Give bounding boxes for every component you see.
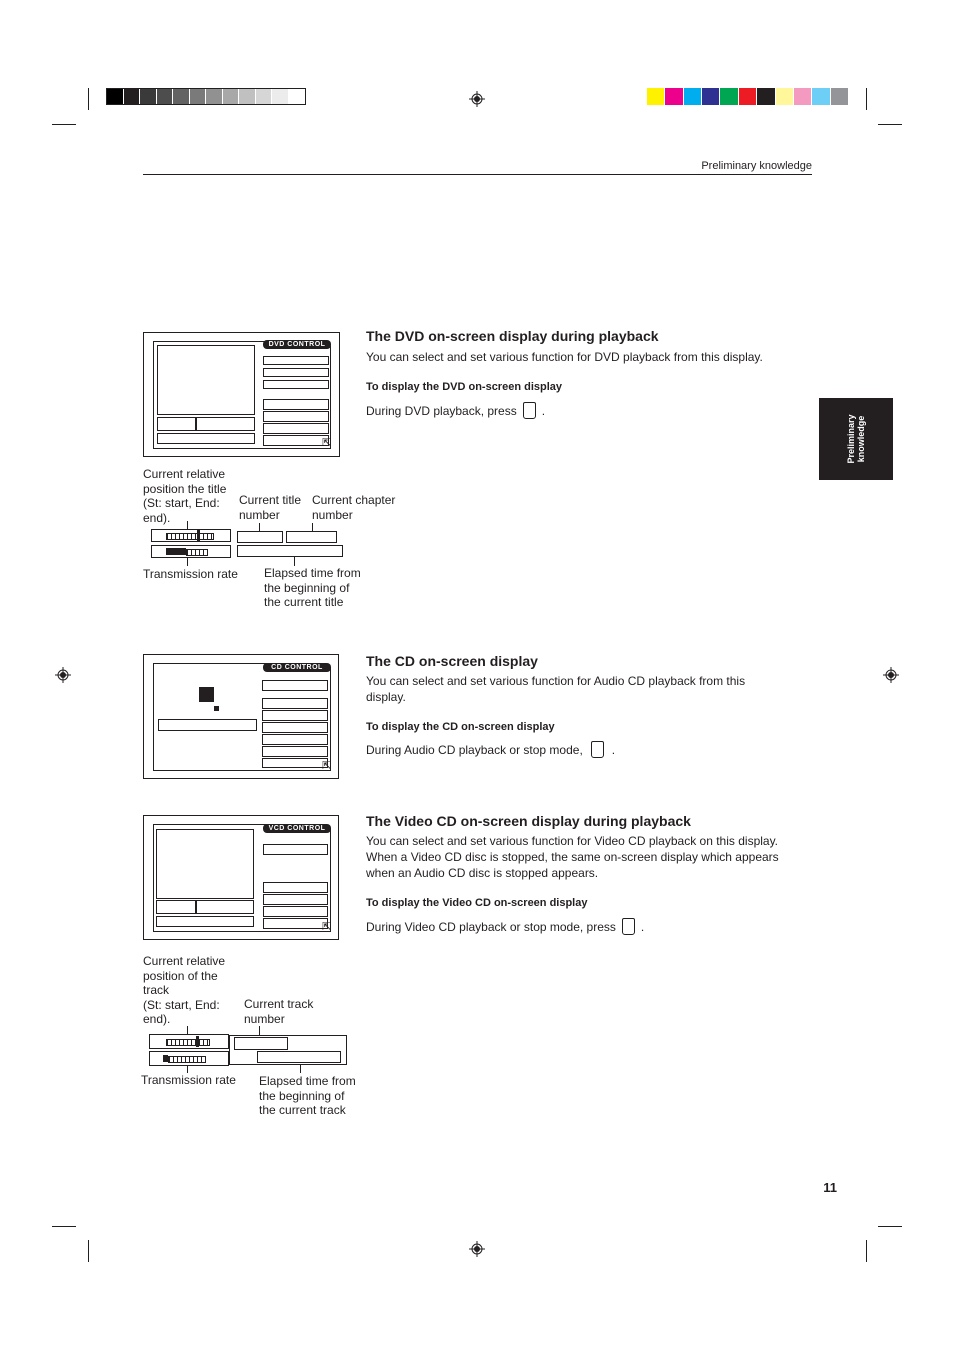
callout-line: (St: start, End:: [143, 997, 220, 1012]
desc-line: When a Video CD disc is stopped, the same on-screen display which appears: [366, 850, 779, 864]
dvd-callout-position: [143, 467, 226, 525]
crop-mark: [878, 1226, 902, 1227]
position-scale: [166, 533, 214, 540]
desc-line: You can select and set various function for Video CD playback on this display.: [366, 834, 779, 848]
callout-line: end).: [143, 510, 171, 525]
dvd-callout-rate: Transmission rate: [143, 567, 238, 581]
crop-mark: [878, 124, 902, 125]
position-scale: [166, 1039, 210, 1046]
dvd-status-field: [157, 433, 255, 444]
dvd-picture-area: [157, 345, 255, 415]
callout-line: Elapsed time from: [259, 1074, 356, 1088]
dvd-select-field: [263, 380, 329, 389]
color-calibration-bar: [647, 88, 849, 105]
cd-menu-field: [262, 698, 328, 709]
dvd-callout-title-number: [239, 493, 301, 522]
vcd-position-bar: [149, 1034, 229, 1049]
dvd-control-badge: DVD CONTROL: [263, 340, 331, 349]
callout-line: the current track: [259, 1103, 346, 1117]
calibration-swatch: [702, 88, 719, 105]
calibration-swatch: [239, 89, 255, 104]
callout-line: Current relative: [143, 954, 226, 968]
vcd-leader-position: [187, 1026, 188, 1034]
cd-control-badge: CD CONTROL: [263, 663, 331, 672]
vcd-osd-illustration: [143, 815, 339, 940]
cd-small-marker: [214, 706, 219, 711]
calibration-swatch: [223, 89, 239, 104]
vcd-menu-field: [263, 918, 328, 929]
dvd-select-field: [263, 356, 329, 365]
rate-fill: [166, 548, 186, 555]
dvd-menu-field: [263, 423, 329, 434]
vcd-callout-rate: Transmission rate: [141, 1073, 236, 1087]
position-marker: [196, 1036, 199, 1047]
calibration-swatch: [190, 89, 206, 104]
vcd-instruction-text: During Video CD playback or stop mode, press: [366, 920, 616, 934]
dvd-callout-elapsed: [264, 566, 361, 610]
callout-line: track: [143, 983, 170, 997]
dvd-instruction-text: During DVD playback, press: [366, 404, 517, 418]
rate-scale: [168, 1056, 206, 1063]
callout-line: Elapsed time from: [264, 566, 361, 580]
calibration-swatch: [794, 88, 811, 105]
dvd-select-field: [263, 368, 329, 377]
cursor-icon: ⇱: [322, 437, 332, 449]
calibration-swatch: [140, 89, 156, 104]
running-header: Preliminary knowledge: [701, 160, 812, 172]
vcd-rate-bar: [149, 1051, 229, 1066]
calibration-swatch: [831, 88, 848, 105]
dvd-leader-elapsed: [294, 557, 295, 566]
vcd-section-title: The Video CD on-screen display during playback: [366, 813, 691, 829]
cd-menu-field: [262, 734, 328, 745]
crop-mark: [88, 88, 89, 110]
calibration-swatch: [739, 88, 756, 105]
vcd-description: [366, 833, 779, 881]
position-marker: [197, 530, 200, 541]
dvd-title-number-box: [237, 531, 283, 543]
on-screen-button-icon: [622, 918, 635, 935]
cd-menu-field: [262, 722, 328, 733]
vcd-control-badge: VCD CONTROL: [263, 824, 331, 833]
registration-mark-top: [469, 91, 485, 107]
vcd-leader-rate: [187, 1066, 188, 1073]
registration-mark-right: [883, 667, 899, 683]
cd-menu-field: [262, 710, 328, 721]
crop-mark: [866, 1240, 867, 1262]
calibration-swatch: [684, 88, 701, 105]
crop-mark: [866, 88, 867, 110]
on-screen-button-icon: [591, 741, 604, 758]
crop-mark: [52, 124, 76, 125]
vcd-callout-position: [143, 954, 225, 1027]
vcd-callout-track-number: [244, 997, 313, 1026]
vcd-callout-elapsed: [259, 1074, 356, 1118]
calibration-swatch: [157, 89, 173, 104]
callout-line: the beginning of: [264, 580, 350, 595]
vcd-instruction: [366, 918, 644, 935]
cd-status-field: [158, 719, 257, 731]
cd-description: [366, 673, 745, 705]
calibration-swatch: [272, 89, 288, 104]
callout-line: Current track: [244, 997, 314, 1011]
crop-mark: [52, 1226, 76, 1227]
calibration-swatch: [173, 89, 189, 104]
calibration-swatch: [206, 89, 222, 104]
callout-line: position the title: [143, 481, 227, 496]
callout-line: Current title: [239, 493, 302, 507]
calibration-swatch: [720, 88, 737, 105]
vcd-status-field: [156, 900, 196, 914]
dvd-elapsed-time-box: [237, 545, 343, 557]
calibration-swatch: [256, 89, 272, 104]
calibration-swatch: [107, 89, 123, 104]
vcd-picture-area: [156, 829, 254, 899]
cd-disc-icon: [199, 687, 214, 702]
dvd-menu-field: [263, 435, 329, 446]
dvd-menu-field: [263, 399, 329, 410]
cd-subheading: To display the CD on-screen display: [366, 721, 555, 733]
vcd-status-field: [196, 900, 254, 914]
calibration-swatch: [812, 88, 829, 105]
section-side-tab: [819, 398, 893, 480]
dvd-leader-chapter: [312, 523, 313, 531]
side-tab-line1: Preliminary: [846, 414, 856, 464]
dvd-chapter-number-box: [286, 531, 337, 543]
cd-menu-field: [262, 680, 328, 691]
desc-line: You can select and set various function for Audio CD playback from this: [366, 674, 746, 688]
callout-line: number: [312, 507, 353, 522]
calibration-swatch: [647, 88, 664, 105]
dvd-menu-field: [263, 411, 329, 422]
dvd-subheading: To display the DVD on-screen display: [366, 381, 563, 393]
vcd-select-field: [263, 844, 328, 855]
callout-line: (St: start, End:: [143, 496, 220, 510]
page-number: 11: [823, 1180, 837, 1195]
cd-menu-field: [262, 746, 328, 757]
cd-instruction-text: During Audio CD playback or stop mode,: [366, 743, 583, 757]
vcd-instruction-end: .: [640, 920, 645, 934]
vcd-elapsed-time-box: [257, 1051, 341, 1063]
calibration-swatch: [289, 89, 305, 104]
dvd-instruction-end: .: [541, 404, 546, 418]
desc-line: display.: [366, 690, 406, 704]
cd-menu-field: [262, 758, 328, 768]
crop-mark: [88, 1240, 89, 1262]
dvd-callout-chapter-number: [312, 493, 395, 522]
rate-scale: [186, 549, 208, 556]
vcd-leader-elapsed: [300, 1064, 301, 1073]
vcd-menu-field: [263, 906, 328, 917]
dvd-leader-rate: [187, 558, 188, 566]
vcd-menu-field: [263, 894, 328, 905]
callout-line: Current relative: [143, 467, 226, 481]
callout-line: the current title: [264, 595, 344, 609]
cd-osd-illustration: [143, 654, 339, 779]
registration-mark-bottom: [469, 1241, 485, 1257]
callout-line: the beginning of: [259, 1088, 345, 1103]
dvd-position-bar: [151, 529, 231, 542]
dvd-section-title: The DVD on-screen display during playback: [366, 328, 659, 344]
on-screen-button-icon: [523, 402, 536, 419]
calibration-swatch: [757, 88, 774, 105]
registration-mark-left: [55, 667, 71, 683]
vcd-menu-field: [263, 882, 328, 893]
callout-line: end).: [143, 1012, 171, 1026]
grayscale-calibration-bar: [106, 88, 306, 105]
desc-line: when an Audio CD disc is stopped appears.: [366, 866, 599, 880]
callout-line: number: [239, 507, 280, 522]
calibration-swatch: [665, 88, 682, 105]
side-tab-line2: knowledge: [856, 415, 866, 463]
callout-line: position of the: [143, 968, 218, 983]
calibration-swatch: [776, 88, 793, 105]
cd-instruction: [366, 741, 615, 758]
header-rule: [143, 174, 812, 175]
vcd-status-field: [156, 916, 254, 927]
callout-line: number: [244, 1011, 285, 1026]
dvd-leader-title: [259, 523, 260, 531]
vcd-track-number-box: [234, 1037, 288, 1050]
vcd-subheading: To display the Video CD on-screen display: [366, 897, 588, 909]
dvd-instruction: [366, 402, 545, 419]
dvd-osd-illustration: [143, 332, 340, 457]
dvd-rate-bar: [151, 545, 231, 558]
dvd-status-field: [157, 417, 196, 431]
dvd-status-field: [196, 417, 255, 431]
cursor-icon: ⇱: [322, 921, 332, 933]
dvd-description: You can select and set various function for DVD playback from this display.: [366, 350, 763, 364]
cd-section-title: The CD on-screen display: [366, 653, 538, 669]
cursor-icon: ⇱: [322, 760, 332, 772]
callout-line: Current chapter: [312, 493, 396, 507]
cd-instruction-end: .: [611, 743, 616, 757]
calibration-swatch: [124, 89, 140, 104]
